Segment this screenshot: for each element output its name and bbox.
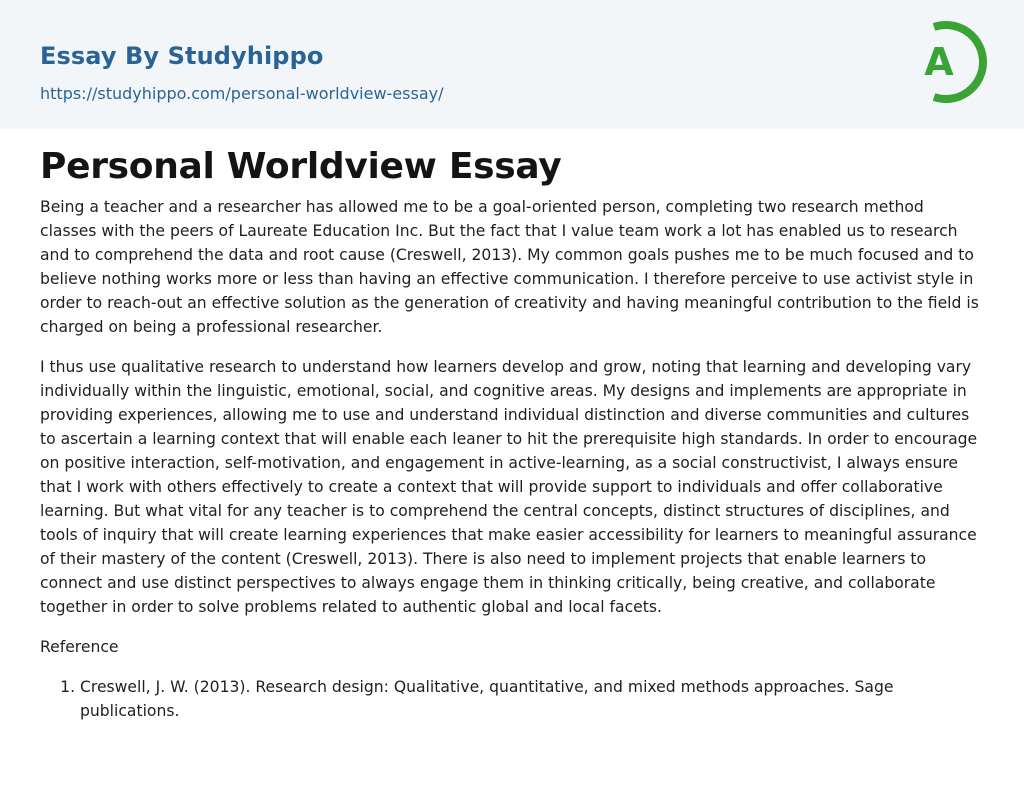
essay-url-link[interactable]: https://studyhippo.com/personal-worldview-essay/ (40, 84, 444, 103)
reference-item: 1. Creswell, J. W. (2013). Research design: Qualitative, quantitative, and mixed methods approaches. Sage publications. (80, 675, 984, 723)
essay-paragraph: Being a teacher and a researcher has allowed me to be a goal-oriented person, completing two research method classes with the peers of Laureate Education Inc. But the fact that I value team work a lot has enabled us to research and to comprehend the data and root cause (Creswell, 2013). My common goals pushes me to be much focused and to believe nothing works more or less than having an effective communication. I therefore perceive to use activist style in order to reach-out an effective solution as the generation of creativity and having meaningful contribution to the field is charged on being a professional researcher. (40, 198, 979, 336)
page-title: Personal Worldview Essay (40, 146, 562, 187)
essay-paragraph: I thus use qualitative research to understand how learners develop and grow, noting that learning and developing vary individually within the linguistic, emotional, social, and cognitive areas. My designs and implements are appropriate in providing experiences, allowing me to use and understand individual distinction and diverse communities and cultures to ascertain a learning context that will enable each leaner to hit the prerequisite high standards. In order to encourage on positive interaction, self-motivation, and engagement in active-learning, as a social constructivist, I always ensure that I work with others effectively to create a context that will provide support to individuals and offer collaborative learning. But what vital for any teacher is to comprehend the central concepts, distinct structures of disciplines, and tools of inquiry that will create learning experiences that make easier accessibility for learners to meaningful assurance of their mastery of the content (Creswell, 2013). There is also need to implement projects that enable learners to connect and use distinct perspectives to always engage them in thinking critically, being creative, and collaborate together in order to solve problems related to authentic global and local facets. (40, 358, 978, 616)
studyhippo-logo-icon[interactable] (908, 18, 988, 106)
reference-heading: Reference (40, 638, 119, 656)
reference-list (40, 675, 984, 723)
article-content (40, 143, 984, 723)
site-header (0, 0, 1024, 129)
logo-letter: A (924, 40, 954, 84)
site-brand[interactable]: Essay By Studyhippo (40, 42, 324, 70)
